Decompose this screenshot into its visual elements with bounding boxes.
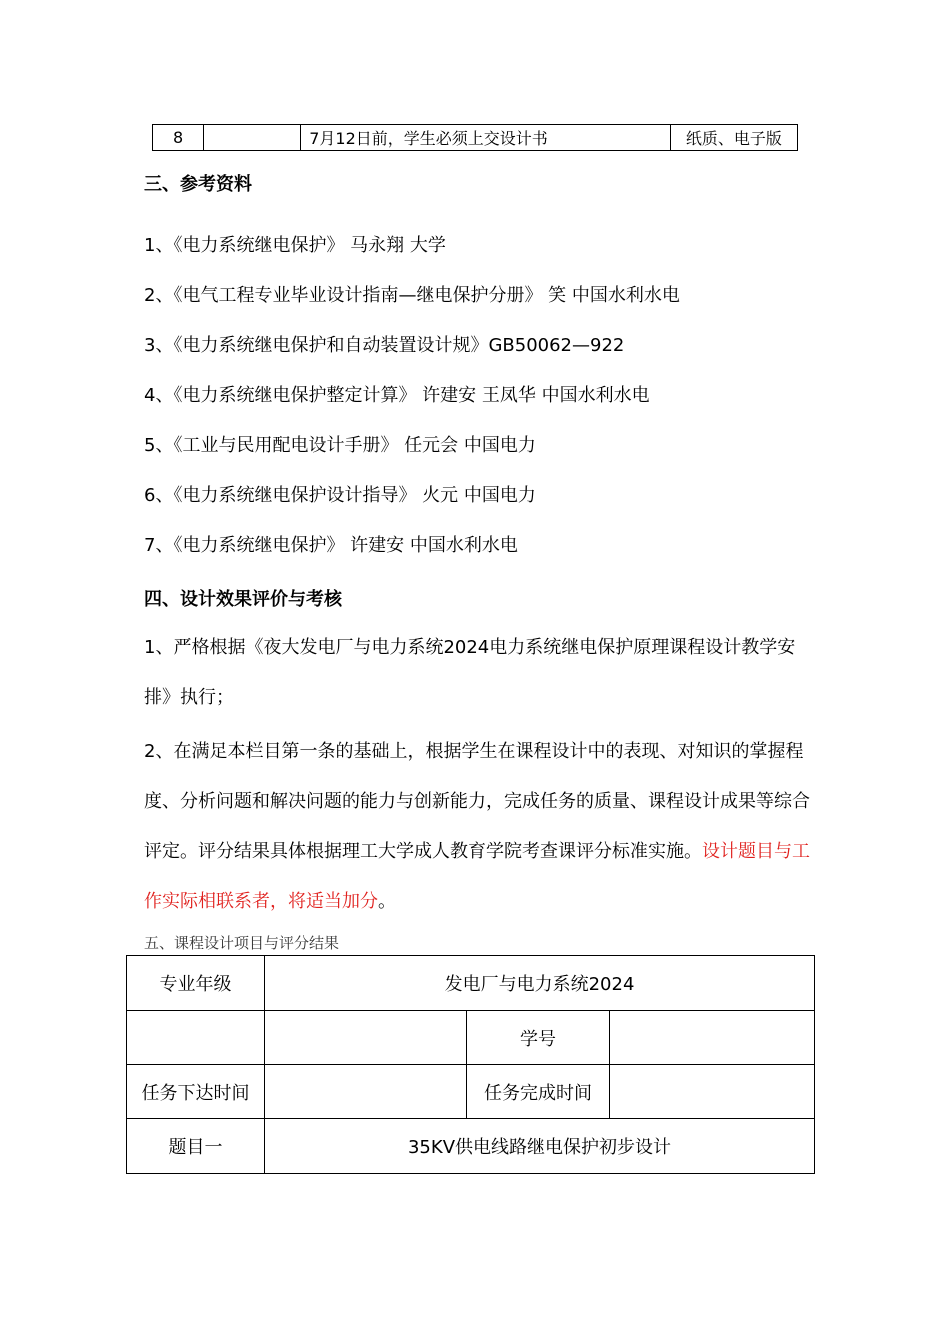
reference-item: 4、《电力系统继电保护整定计算》 许建安 王凤华 中国水利水电 <box>144 385 650 406</box>
assign-time-label: 任务下达时间 <box>127 1065 265 1119</box>
name-label <box>127 1011 265 1065</box>
name-value <box>265 1011 467 1065</box>
student-id-label: 学号 <box>467 1011 610 1065</box>
reference-item: 1、《电力系统继电保护》 马永翔 大学 <box>144 235 446 256</box>
project-score-table <box>126 955 815 1174</box>
major-label: 专业年级 <box>127 956 265 1011</box>
major-value: 发电厂与电力系统2024 <box>265 956 815 1011</box>
reference-item: 3、《电力系统继电保护和自动装置设计规》GB50062—922 <box>144 335 625 356</box>
row-number-cell: 8 <box>153 125 204 151</box>
topic-value: 35KV供电线路继电保护初步设计 <box>265 1119 815 1174</box>
reference-item: 6、《电力系统继电保护设计指导》 火元 中国电力 <box>144 485 536 506</box>
assign-time-value <box>265 1065 467 1119</box>
finish-time-label: 任务完成时间 <box>467 1065 610 1119</box>
student-id-value <box>610 1011 815 1065</box>
section4-heading: 四、设计效果评价与考核 <box>144 589 342 610</box>
table-row <box>127 1065 815 1119</box>
reference-item: 5、《工业与民用配电设计手册》 任元会 中国电力 <box>144 435 536 456</box>
format-cell: 纸质、电子版 <box>670 125 797 151</box>
section5-caption: 五、课程设计项目与评分结果 <box>144 934 340 952</box>
schedule-table <box>152 124 798 151</box>
reference-item: 2、《电气工程专业毕业设计指南—继电保护分册》 笑 中国水利水电 <box>144 285 680 306</box>
table-row <box>153 125 798 151</box>
finish-time-value <box>610 1065 815 1119</box>
paragraph-end: 。 <box>378 891 396 912</box>
evaluation-paragraph-2 <box>144 727 814 927</box>
table-row <box>127 956 815 1011</box>
topic-label: 题目一 <box>127 1119 265 1174</box>
table-row <box>127 1011 815 1065</box>
table-row <box>127 1119 815 1174</box>
date-cell <box>204 125 301 151</box>
reference-item: 7、《电力系统继电保护》 许建安 中国水利水电 <box>144 535 518 556</box>
bonus-note: 设计题目与工作实际相联系者，将适当加分 <box>144 841 810 912</box>
task-cell: 7月12日前，学生必须上交设计书 <box>301 125 671 151</box>
evaluation-paragraph-1: 1、严格根据《夜大发电厂与电力系统2024电力系统继电保护原理课程设计教学安排》执行； <box>144 637 796 708</box>
paragraph-text: 2、在满足本栏目第一条的基础上，根据学生在课程设计中的表现、对知识的掌握程度、分析问题和解决问题的能力与创新能力，完成任务的质量、课程设计成果等综合评定。评分结果具体根据理工大学成人教育学院考查课评分标准实施。 <box>144 741 810 862</box>
section3-heading: 三、参考资料 <box>144 174 252 195</box>
